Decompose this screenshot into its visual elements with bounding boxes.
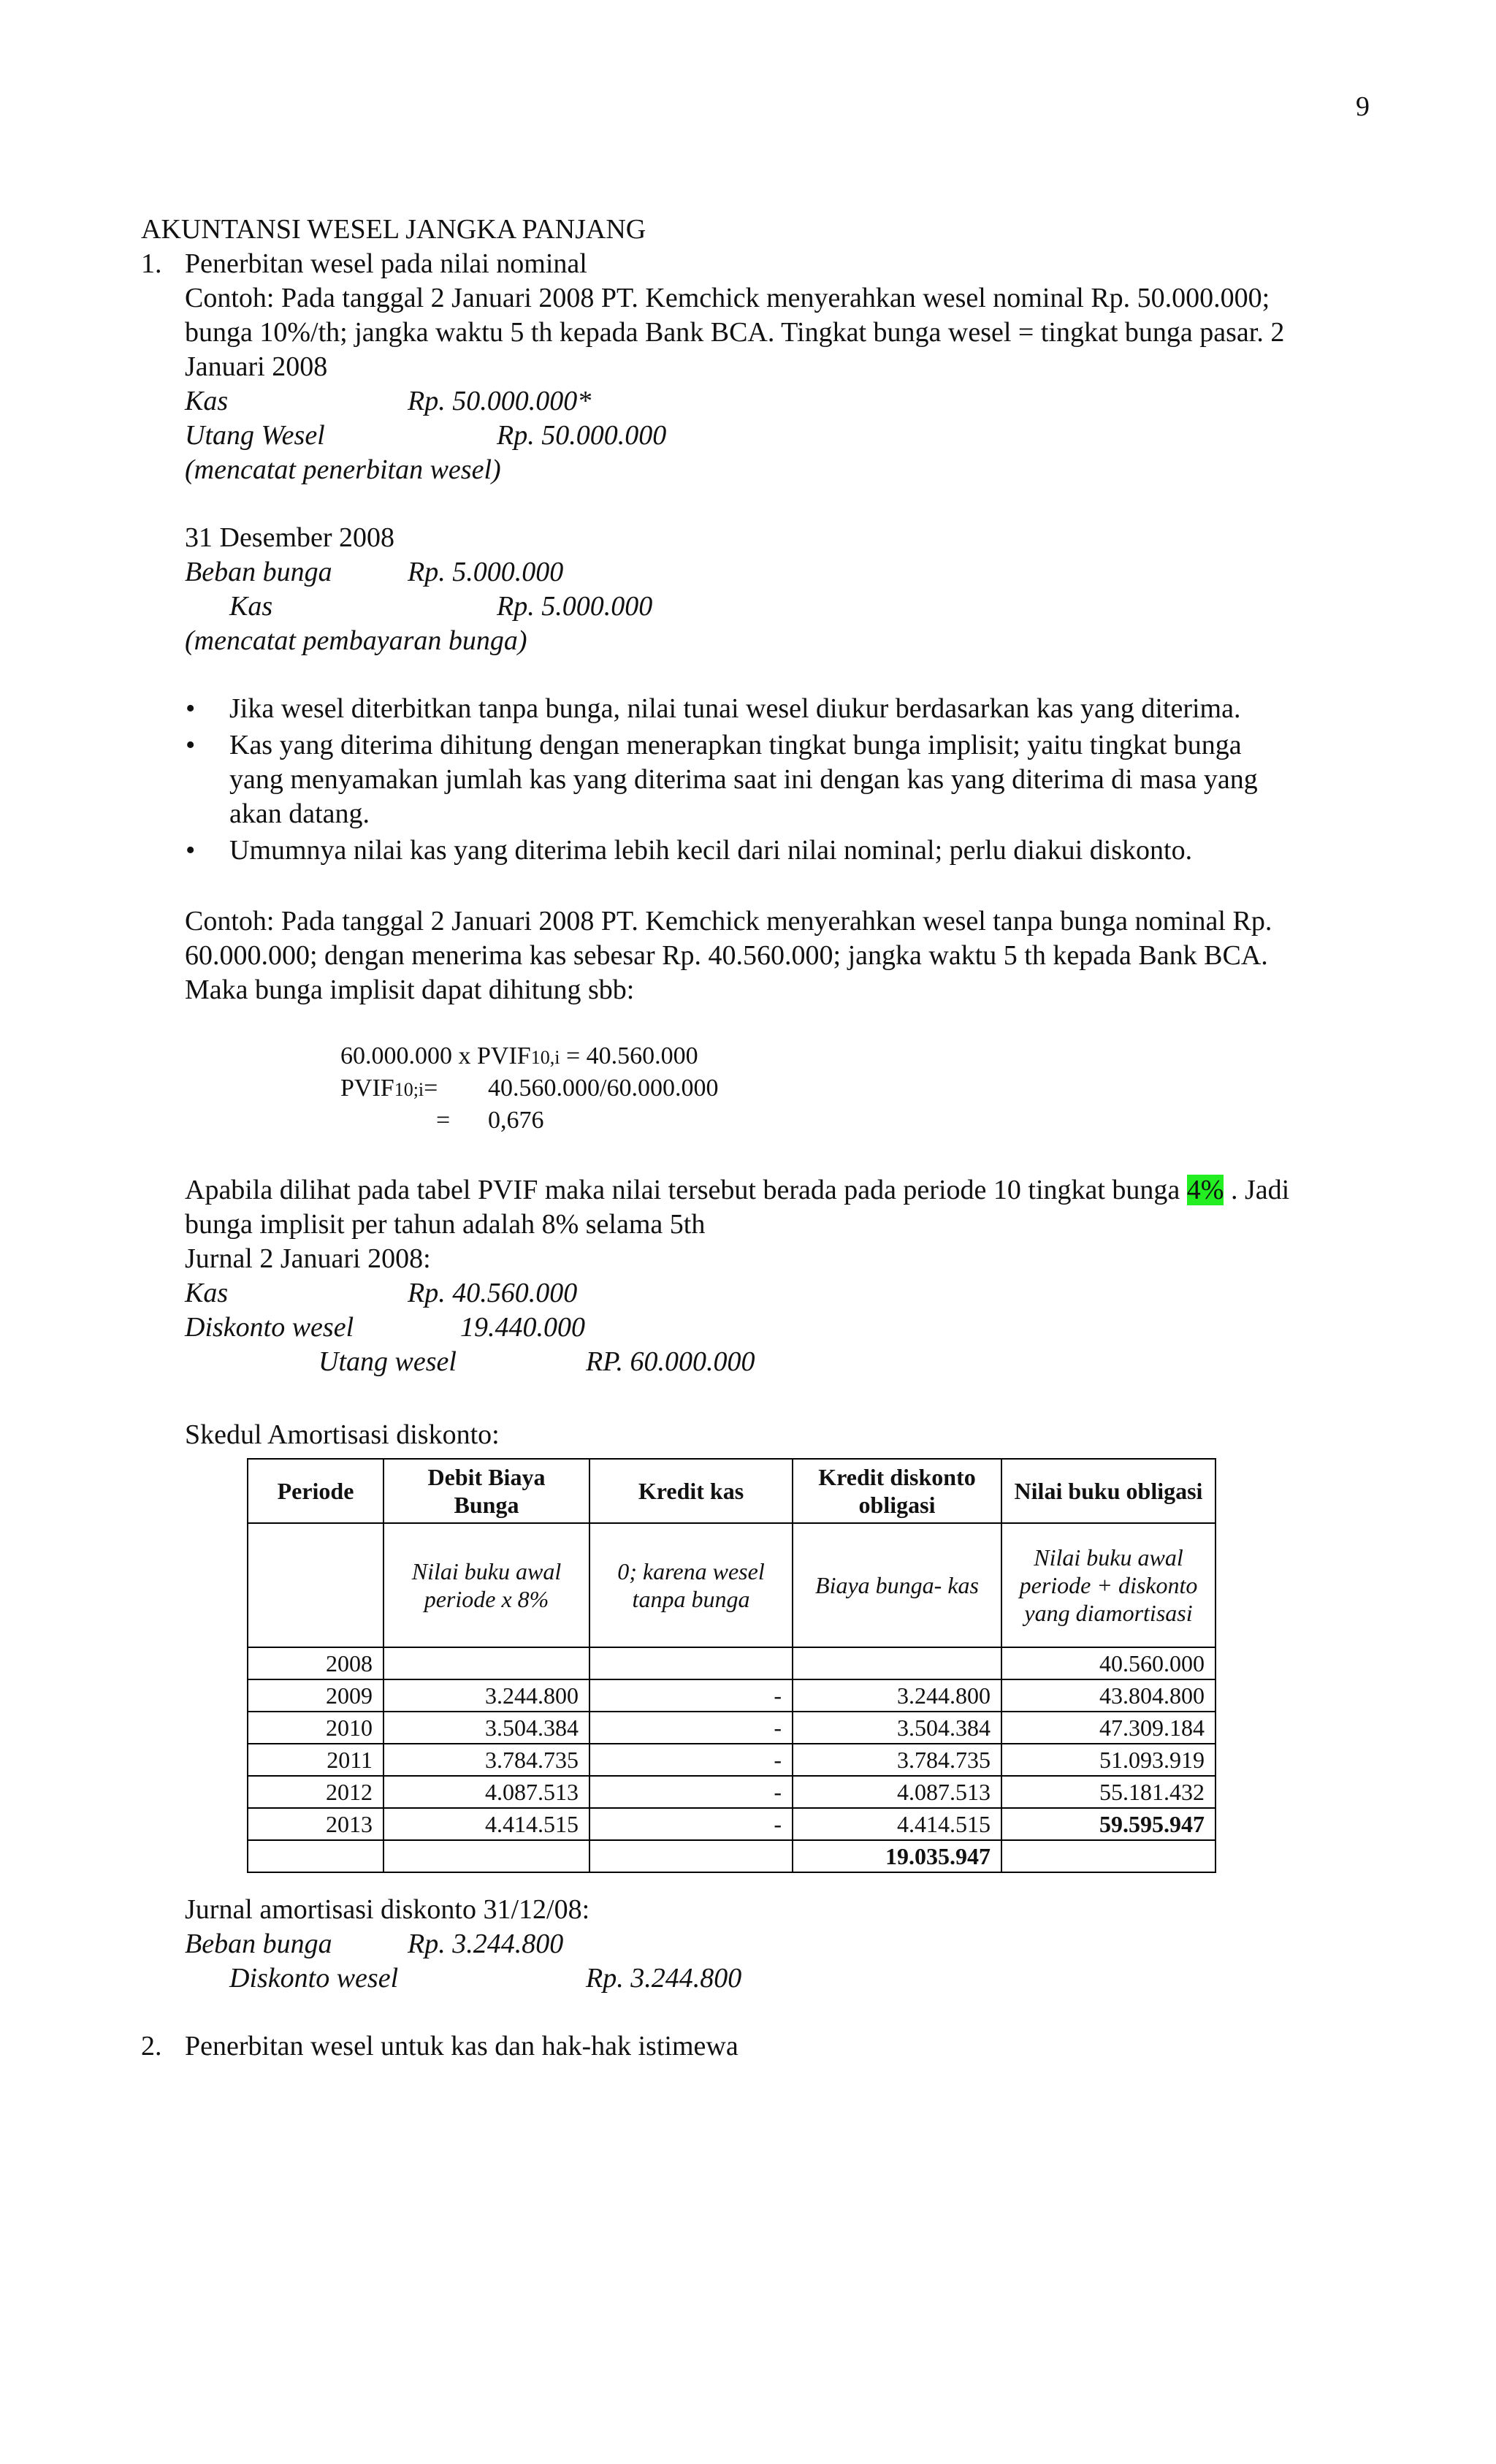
table-description-cell: 0; karena wesel tanpa bunga xyxy=(589,1523,793,1647)
journal4-title: Jurnal amortisasi diskonto 31/12/08: xyxy=(185,1894,590,1925)
calc-line-2-label: PVIF10;i= xyxy=(340,1075,438,1102)
table-header-cell: Nilai buku obligasi xyxy=(1001,1459,1216,1523)
journal1-note: (mencatat penerbitan wesel) xyxy=(185,454,501,485)
table-cell: 3.504.384 xyxy=(793,1712,1001,1744)
journal2-debit-amount: Rp. 5.000.000 xyxy=(408,557,564,587)
table-cell: 51.093.919 xyxy=(1001,1744,1216,1776)
journal3-debit1-amount: Rp. 40.560.000 xyxy=(408,1278,578,1308)
schedule-title: Skedul Amortisasi diskonto: xyxy=(185,1419,500,1450)
table-cell: 2013 xyxy=(248,1808,383,1840)
table-description-cell: Nilai buku awal periode + diskonto yang diamortisasi xyxy=(1001,1523,1216,1647)
table-cell-final-value: 59.595.947 xyxy=(1001,1808,1216,1840)
table-description-row xyxy=(248,1523,1216,1647)
table-cell: 3.244.800 xyxy=(383,1679,589,1712)
table-cell: - xyxy=(589,1679,793,1712)
calc-line-3-value: 0,676 xyxy=(488,1107,544,1134)
table-cell-total: 19.035.947 xyxy=(793,1840,1001,1872)
journal3-debit2-account: Diskonto wesel xyxy=(185,1312,354,1343)
table-cell: 4.087.513 xyxy=(793,1776,1001,1808)
table-header-cell: Kredit kas xyxy=(589,1459,793,1523)
table-cell xyxy=(248,1840,383,1872)
highlighted-rate: 4% xyxy=(1186,1175,1224,1205)
journal2-credit-amount: Rp. 5.000.000 xyxy=(497,591,653,622)
table-cell: 4.414.515 xyxy=(793,1808,1001,1840)
bullet-item-continuation: akan datang. xyxy=(229,798,370,829)
table-cell: 47.309.184 xyxy=(1001,1712,1216,1744)
table-description-cell: Nilai buku awal periode x 8% xyxy=(383,1523,589,1647)
table-cell xyxy=(383,1647,589,1679)
calc-line-2-value: 40.560.000/60.000.000 xyxy=(488,1075,719,1102)
journal1-debit-account: Kas xyxy=(185,386,229,416)
table-header-row xyxy=(248,1459,1216,1523)
table-description-cell xyxy=(248,1523,383,1647)
table-row xyxy=(248,1776,1216,1808)
table-cell: - xyxy=(589,1808,793,1840)
journal2-debit-account: Beban bunga xyxy=(185,557,332,587)
journal4-credit-account: Diskonto wesel xyxy=(229,1963,399,1994)
journal4-debit-account: Beban bunga xyxy=(185,1929,332,1959)
example2-line: Contoh: Pada tanggal 2 Januari 2008 PT. Kemchick menyerahkan wesel tanpa bunga nominal Rp. xyxy=(185,906,1272,937)
table-cell xyxy=(589,1647,793,1679)
table-row xyxy=(248,1712,1216,1744)
calc-line-3-equals: = xyxy=(436,1107,451,1134)
table-cell xyxy=(383,1840,589,1872)
journal4-credit-amount: Rp. 3.244.800 xyxy=(586,1963,742,1994)
journal1-debit-amount: Rp. 50.000.000* xyxy=(408,386,592,416)
table-header-cell: Kredit diskonto obligasi xyxy=(793,1459,1001,1523)
journal1-credit-account: Utang Wesel xyxy=(185,420,325,451)
table-cell: 4.087.513 xyxy=(383,1776,589,1808)
amortization-table xyxy=(247,1458,1216,1873)
table-total-row xyxy=(248,1840,1216,1872)
section2-number: 2. xyxy=(141,2031,162,2061)
table-cell: 55.181.432 xyxy=(1001,1776,1216,1808)
table-header-cell: Debit Biaya Bunga xyxy=(383,1459,589,1523)
pvif-paragraph-line-1: Apabila dilihat pada tabel PVIF maka nilai tersebut berada pada periode 10 tingkat bunga 4% . Jadi xyxy=(185,1175,1290,1205)
bullet-item: • Kas yang diterima dihitung dengan menerapkan tingkat bunga implisit; yaitu tingkat bunga xyxy=(229,728,1242,763)
journal2-credit-account: Kas xyxy=(229,591,273,622)
table-cell xyxy=(793,1647,1001,1679)
calc-line-1: 60.000.000 x PVIF10,i = 40.560.000 xyxy=(340,1042,698,1069)
table-row xyxy=(248,1808,1216,1840)
example2-line: Maka bunga implisit dapat dihitung sbb: xyxy=(185,974,635,1005)
table-cell: 2012 xyxy=(248,1776,383,1808)
journal3-credit-account: Utang wesel xyxy=(318,1346,457,1377)
table-cell: - xyxy=(589,1744,793,1776)
bullet-item-continuation: yang menyamakan jumlah kas yang diterima saat ini dengan kas yang diterima di masa yang xyxy=(229,764,1258,795)
bullet-item: • Jika wesel diterbitkan tanpa bunga, nilai tunai wesel diukur berdasarkan kas yang diterima. xyxy=(229,691,1240,726)
table-row xyxy=(248,1679,1216,1712)
table-cell: 40.560.000 xyxy=(1001,1647,1216,1679)
table-cell: - xyxy=(589,1776,793,1808)
example2-line: 60.000.000; dengan menerima kas sebesar Rp. 40.560.000; jangka waktu 5 th kepada Bank BCA. xyxy=(185,940,1268,971)
bullet-item: • Umumnya nilai kas yang diterima lebih kecil dari nilai nominal; perlu diakui diskonto. xyxy=(229,833,1192,868)
table-cell: 3.784.735 xyxy=(793,1744,1001,1776)
page-number: 9 xyxy=(1356,91,1370,122)
journal3-title: Jurnal 2 Januari 2008: xyxy=(185,1243,431,1274)
journal1-credit-amount: Rp. 50.000.000 xyxy=(497,420,667,451)
table-cell: 2011 xyxy=(248,1744,383,1776)
date-line: 31 Desember 2008 xyxy=(185,522,395,553)
section2-title: Penerbitan wesel untuk kas dan hak-hak istimewa xyxy=(185,2031,739,2061)
section1-title: Penerbitan wesel pada nilai nominal xyxy=(185,248,587,279)
journal2-note: (mencatat pembayaran bunga) xyxy=(185,625,527,656)
table-cell: 3.784.735 xyxy=(383,1744,589,1776)
journal3-credit-amount: RP. 60.000.000 xyxy=(586,1346,755,1377)
section1-number: 1. xyxy=(141,248,162,279)
journal3-debit2-amount: 19.440.000 xyxy=(460,1312,585,1343)
table-cell: 43.804.800 xyxy=(1001,1679,1216,1712)
example1-line: bunga 10%/th; jangka waktu 5 th kepada Bank BCA. Tingkat bunga wesel = tingkat bunga pasar. 2 xyxy=(185,317,1285,348)
table-description-cell: Biaya bunga- kas xyxy=(793,1523,1001,1647)
section-heading: AKUNTANSI WESEL JANGKA PANJANG xyxy=(141,214,646,245)
table-cell xyxy=(589,1840,793,1872)
table-cell: 4.414.515 xyxy=(383,1808,589,1840)
table-cell: 2009 xyxy=(248,1679,383,1712)
table-cell: 3.504.384 xyxy=(383,1712,589,1744)
table-cell xyxy=(1001,1840,1216,1872)
table-cell: - xyxy=(589,1712,793,1744)
table-cell: 2008 xyxy=(248,1647,383,1679)
table-cell: 3.244.800 xyxy=(793,1679,1001,1712)
example1-line: Contoh: Pada tanggal 2 Januari 2008 PT. Kemchick menyerahkan wesel nominal Rp. 50.000.000; xyxy=(185,283,1270,313)
journal3-debit1-account: Kas xyxy=(185,1278,229,1308)
table-row xyxy=(248,1647,1216,1679)
journal4-debit-amount: Rp. 3.244.800 xyxy=(408,1929,564,1959)
pvif-paragraph-line-2: bunga implisit per tahun adalah 8% selama 5th xyxy=(185,1209,706,1240)
example1-line: Januari 2008 xyxy=(185,351,328,382)
table-cell: 2010 xyxy=(248,1712,383,1744)
table-row xyxy=(248,1744,1216,1776)
table-header-cell: Periode xyxy=(248,1459,383,1523)
